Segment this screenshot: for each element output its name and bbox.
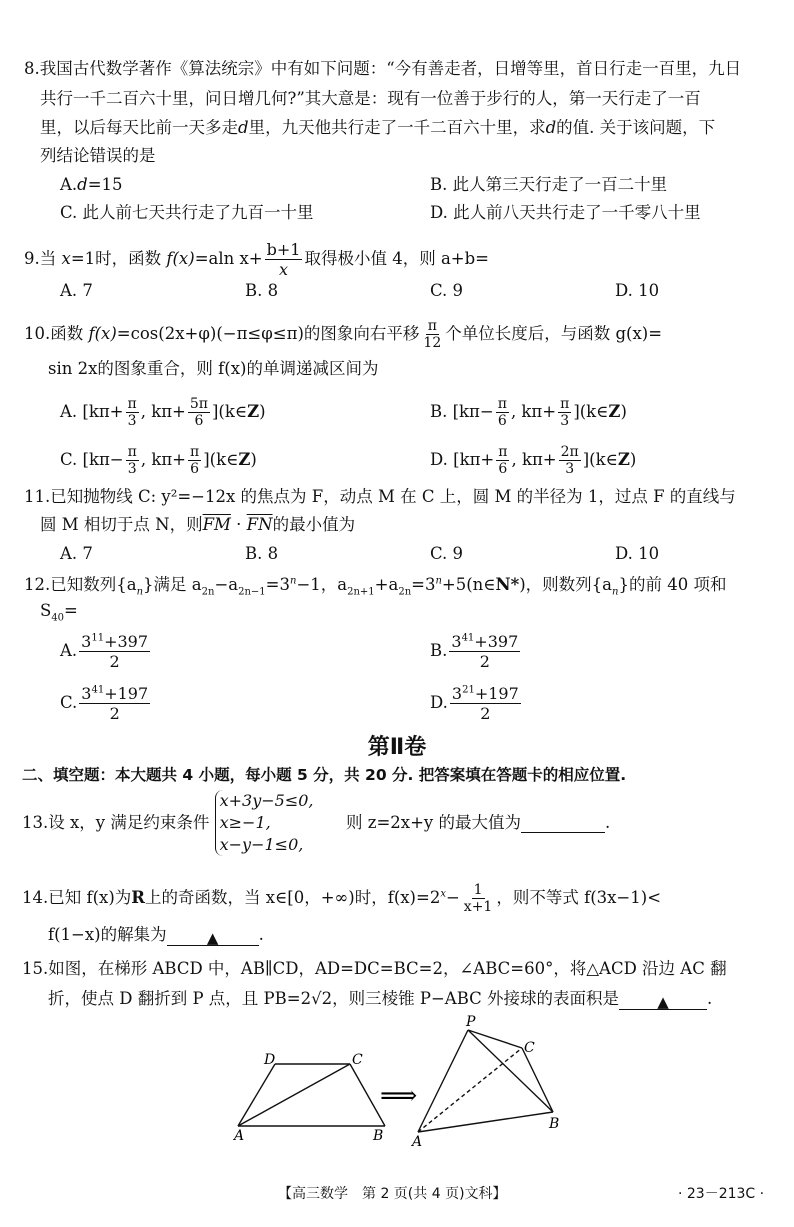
q14-answer-blank[interactable] — [167, 927, 259, 946]
fold-arrow-icon: ⟹ — [380, 1081, 418, 1111]
q13-stem: 13.设 x，y 满足约束条件 x+3y−5≤0, x≥−1, x−y−1≤0, 则 z=2x+y 的最大值为 . — [22, 791, 611, 854]
q9-option-b: B. 8 — [245, 281, 279, 300]
section-title: 第Ⅱ卷 — [367, 735, 427, 760]
q15-answer-blank[interactable] — [619, 991, 707, 1010]
q10-option-c: C. [kπ− $\frac{\pi}{3}$ , kπ+ $\frac{\pi}{6}$ ](k∈Z) — [60, 444, 257, 477]
q9-stem: 9.当 x=1时，函数 f(x)=aln x+ $\frac{b+1}{x}$ 取得极小值 4，则 a+b= — [24, 240, 490, 279]
q12-line1: 12.已知数列$\{a_n\}$满足 $a_{2n}-a_{2n-1}=3^n-1$，$a_{2n+1}+a_{2n}=3^n+5(n\in N*)$，则数列$\{a_n\}$的前 40 项和 — [24, 575, 727, 598]
q12-option-b: B. $\frac{3^{41}+397}{2}$ — [430, 632, 519, 671]
q15-line2: 折，使点 D 翻折到 P 点，且 PB=2√2，则三棱锥 P−ABC 外接球的表面积是 ▲ . — [48, 989, 713, 1011]
q10-line1: 10.函数 f(x)=cos(2x+φ)(−π≤φ≤π)的图象向右平移 $\frac{\pi}{12}$ 个单位长度后，与函数 g(x)= — [24, 318, 663, 351]
q12-line2: $S_{40}=$ — [40, 601, 78, 624]
q8-option-b: B. 此人第三天行走了一百二十里 — [430, 175, 668, 194]
q10-line2: sin 2x的图象重合，则 f(x)的单调递减区间为 — [48, 359, 379, 378]
q11-line1: 11.已知抛物线 C: y²=−12x 的焦点为 F，动点 M 在 C 上，圆 M 的半径为 1，过点 F 的直线与 — [24, 487, 736, 506]
label-b-right: B — [549, 1116, 560, 1132]
q14-line2: f(1−x)的解集为 ▲ . — [48, 925, 264, 947]
part2-heading: 二、填空题：本大题共 4 小题，每小题 5 分，共 20 分. 把答案填在答题卡的相应位置. — [22, 766, 627, 784]
q14-line1: 14.已知 f(x)为R上的奇函数，当 x∈[0，+∞)时，$f(x)=2^x-$ $\frac{1}{x+1}$ ，则不等式 f(3x−1)< — [22, 882, 662, 915]
q8-line2: 共行一千二百六十里，问日增几何?”其大意是：现有一位善于步行的人，第一天行走了一百 — [40, 89, 701, 108]
q8-option-d: D. 此人前八天共行走了一千零八十里 — [430, 203, 701, 222]
q8-line4: 列结论错误的是 — [40, 146, 156, 165]
vector-fm: $\overline{FM}$ — [202, 515, 231, 534]
q11-line2: 圆 M 相切于点 N，则$\overline{FM} \cdot \overline{FN}$的最小值为 — [40, 515, 356, 534]
q11-option-c: C. 9 — [430, 544, 464, 563]
vector-fn: $\overline{FN}$ — [246, 515, 273, 534]
q10-shift-fraction: $\frac{\pi}{12}$ — [423, 318, 442, 351]
q11-option-a: A. 7 — [60, 544, 93, 563]
q13-answer-blank[interactable] — [521, 814, 605, 833]
q8-option-c: C. 此人前七天共行走了九百一十里 — [60, 203, 314, 222]
label-d: D — [264, 1052, 276, 1068]
q10-option-d: D. [kπ+ $\frac{\pi}{6}$ , kπ+ $\frac{2\pi}{3}$ ](k∈Z) — [430, 444, 637, 477]
label-a-right: A — [412, 1134, 423, 1150]
q9-option-a: A. 7 — [60, 281, 93, 300]
label-c-left: C — [352, 1052, 363, 1068]
q12-option-d: D. $\frac{3^{21}+197}{2}$ — [430, 684, 519, 723]
q13-constraint-system: x+3y−5≤0, x≥−1, x−y−1≤0, — [215, 790, 314, 856]
q12-option-c: C. $\frac{3^{41}+197}{2}$ — [60, 684, 149, 723]
q8-line1: 8.我国古代数学著作《算法统宗》中有如下问题：“今有善走者，日增等里，首日行走一百里，九日 — [24, 59, 742, 78]
q9-option-c: C. 9 — [430, 281, 464, 300]
q10-option-a: A. [kπ+ $\frac{\pi}{3}$ , kπ+ $\frac{5\pi}{6}$ ](k∈Z) — [60, 396, 266, 429]
page-footer-center: 【高三数学 第 2 页(共 4 页)文科】 — [278, 1186, 507, 1202]
trapezoid-abcd — [238, 1064, 385, 1126]
trapezoid-folding-figure — [0, 1012, 794, 1162]
q9-option-d: D. 10 — [615, 281, 660, 300]
triangle-marker-icon: ▲ — [657, 993, 669, 1011]
q11-option-d: D. 10 — [615, 544, 660, 563]
q9-fraction: $\frac{b+1}{x}$ — [266, 240, 301, 279]
q8-option-a: A.d=15 — [60, 175, 123, 194]
q11-option-b: B. 8 — [245, 544, 279, 563]
q10-option-b: B. [kπ− $\frac{\pi}{6}$ , kπ+ $\frac{\pi}{3}$ ](k∈Z) — [430, 396, 627, 429]
page-footer-code: · 23－213C · — [678, 1186, 765, 1202]
triangle-marker-icon: ▲ — [206, 929, 219, 947]
q12-option-a: A. $\frac{3^{11}+397}{2}$ — [60, 632, 149, 671]
label-p: P — [466, 1014, 476, 1030]
label-b-left: B — [373, 1128, 384, 1144]
q15-line1: 15.如图，在梯形 ABCD 中，AB∥CD，AD=DC=BC=2，∠ABC=60°，将△ACD 沿边 AC 翻 — [22, 959, 727, 978]
label-c-right: C — [524, 1040, 535, 1056]
label-a-left: A — [234, 1128, 245, 1144]
q8-line3: 里，以后每天比前一天多走d里，九天他共行走了一千二百六十里，求d的值. 关于该问题，下 — [40, 118, 716, 137]
